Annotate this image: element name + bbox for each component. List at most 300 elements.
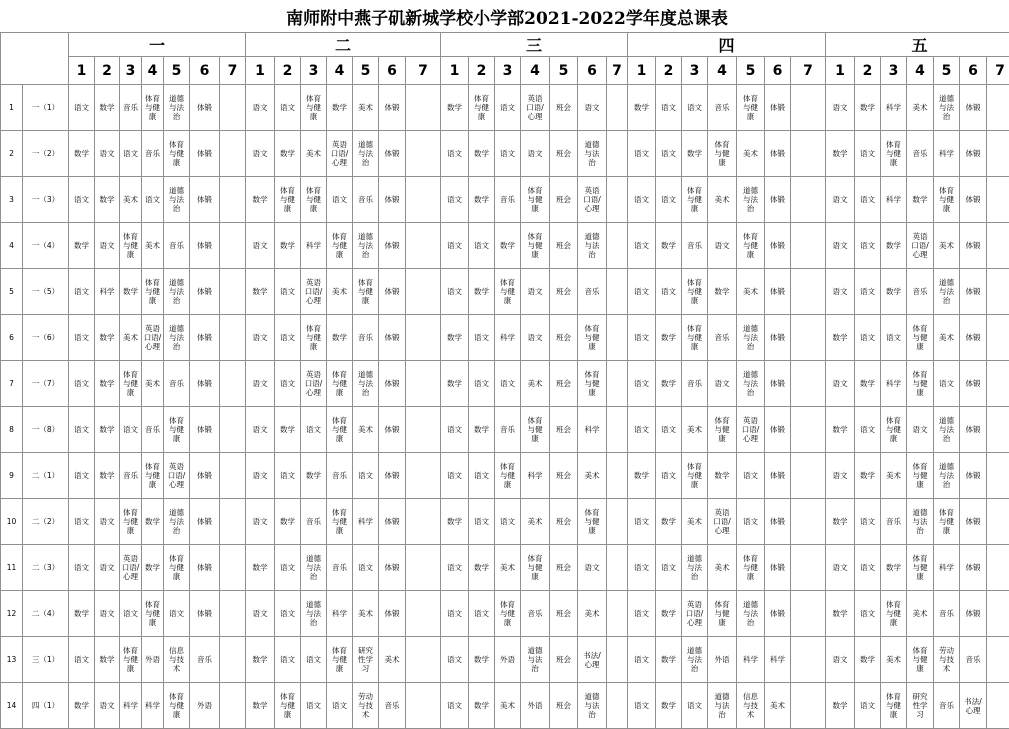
subject-cell[interactable] bbox=[327, 683, 353, 729]
subject-cell[interactable] bbox=[190, 407, 220, 453]
subject-cell[interactable] bbox=[960, 131, 987, 177]
period-header[interactable]: 3 bbox=[301, 57, 327, 85]
subject-cell[interactable] bbox=[934, 683, 960, 729]
subject-cell[interactable] bbox=[550, 545, 578, 591]
subject-cell[interactable] bbox=[737, 453, 765, 499]
subject-cell[interactable] bbox=[164, 453, 190, 499]
subject-cell[interactable] bbox=[441, 453, 469, 499]
period-header[interactable]: 1 bbox=[246, 57, 275, 85]
subject-cell[interactable] bbox=[656, 315, 682, 361]
subject-cell[interactable] bbox=[69, 269, 95, 315]
subject-cell[interactable] bbox=[855, 223, 881, 269]
subject-cell[interactable] bbox=[275, 223, 301, 269]
subject-cell[interactable] bbox=[353, 683, 379, 729]
subject-cell[interactable] bbox=[521, 591, 550, 637]
subject-cell[interactable] bbox=[881, 407, 907, 453]
subject-cell[interactable] bbox=[379, 637, 406, 683]
period-header[interactable]: 2 bbox=[275, 57, 301, 85]
subject-cell[interactable] bbox=[95, 85, 120, 131]
subject-cell[interactable] bbox=[246, 269, 275, 315]
subject-cell[interactable] bbox=[987, 407, 1009, 453]
subject-cell[interactable] bbox=[628, 683, 656, 729]
subject-cell[interactable] bbox=[69, 85, 95, 131]
subject-cell[interactable] bbox=[765, 177, 791, 223]
subject-cell[interactable] bbox=[164, 315, 190, 361]
subject-cell[interactable] bbox=[495, 131, 521, 177]
subject-cell[interactable] bbox=[495, 177, 521, 223]
subject-cell[interactable] bbox=[95, 683, 120, 729]
subject-cell[interactable] bbox=[327, 591, 353, 637]
subject-cell[interactable] bbox=[521, 361, 550, 407]
period-header[interactable]: 6 bbox=[190, 57, 220, 85]
subject-cell[interactable] bbox=[95, 315, 120, 361]
subject-cell[interactable] bbox=[826, 361, 855, 407]
subject-cell[interactable] bbox=[737, 683, 765, 729]
subject-cell[interactable] bbox=[521, 637, 550, 683]
subject-cell[interactable] bbox=[656, 269, 682, 315]
subject-cell[interactable] bbox=[469, 591, 495, 637]
subject-cell[interactable] bbox=[855, 85, 881, 131]
subject-cell[interactable] bbox=[275, 315, 301, 361]
subject-cell[interactable] bbox=[765, 407, 791, 453]
subject-cell[interactable] bbox=[987, 683, 1009, 729]
subject-cell[interactable] bbox=[907, 361, 934, 407]
corner-cell[interactable] bbox=[1, 33, 69, 85]
subject-cell[interactable] bbox=[220, 361, 246, 407]
subject-cell[interactable] bbox=[69, 591, 95, 637]
subject-cell[interactable] bbox=[960, 177, 987, 223]
subject-cell[interactable] bbox=[682, 223, 708, 269]
subject-cell[interactable] bbox=[246, 361, 275, 407]
subject-cell[interactable] bbox=[120, 591, 142, 637]
subject-cell[interactable] bbox=[826, 269, 855, 315]
subject-cell[interactable] bbox=[441, 315, 469, 361]
subject-cell[interactable] bbox=[120, 499, 142, 545]
day-header[interactable]: 四 bbox=[628, 33, 826, 57]
subject-cell[interactable] bbox=[550, 315, 578, 361]
subject-cell[interactable] bbox=[826, 315, 855, 361]
period-header[interactable]: 6 bbox=[379, 57, 406, 85]
subject-cell[interactable] bbox=[164, 545, 190, 591]
subject-cell[interactable] bbox=[164, 223, 190, 269]
subject-cell[interactable] bbox=[495, 545, 521, 591]
subject-cell[interactable] bbox=[934, 591, 960, 637]
subject-cell[interactable] bbox=[765, 591, 791, 637]
subject-cell[interactable] bbox=[406, 177, 441, 223]
subject-cell[interactable] bbox=[737, 637, 765, 683]
period-header[interactable]: 4 bbox=[327, 57, 353, 85]
subject-cell[interactable] bbox=[95, 361, 120, 407]
subject-cell[interactable] bbox=[246, 407, 275, 453]
subject-cell[interactable] bbox=[934, 85, 960, 131]
subject-cell[interactable] bbox=[327, 453, 353, 499]
subject-cell[interactable] bbox=[855, 591, 881, 637]
subject-cell[interactable] bbox=[826, 545, 855, 591]
subject-cell[interactable] bbox=[95, 223, 120, 269]
subject-cell[interactable] bbox=[765, 499, 791, 545]
subject-cell[interactable] bbox=[881, 499, 907, 545]
subject-cell[interactable] bbox=[441, 85, 469, 131]
subject-cell[interactable] bbox=[737, 499, 765, 545]
subject-cell[interactable] bbox=[406, 591, 441, 637]
subject-cell[interactable] bbox=[164, 85, 190, 131]
subject-cell[interactable] bbox=[607, 591, 628, 637]
period-header[interactable]: 3 bbox=[120, 57, 142, 85]
subject-cell[interactable] bbox=[682, 269, 708, 315]
subject-cell[interactable] bbox=[708, 637, 737, 683]
class-name-cell[interactable]: 一（7） bbox=[23, 361, 69, 407]
subject-cell[interactable] bbox=[550, 361, 578, 407]
subject-cell[interactable] bbox=[791, 499, 826, 545]
subject-cell[interactable] bbox=[826, 223, 855, 269]
class-name-cell[interactable]: 四（1） bbox=[23, 683, 69, 729]
subject-cell[interactable] bbox=[441, 361, 469, 407]
subject-cell[interactable] bbox=[69, 637, 95, 683]
period-header[interactable]: 7 bbox=[406, 57, 441, 85]
subject-cell[interactable] bbox=[708, 361, 737, 407]
subject-cell[interactable] bbox=[142, 683, 164, 729]
subject-cell[interactable] bbox=[737, 315, 765, 361]
subject-cell[interactable] bbox=[95, 407, 120, 453]
row-index-cell[interactable]: 7 bbox=[1, 361, 23, 407]
subject-cell[interactable] bbox=[301, 223, 327, 269]
subject-cell[interactable] bbox=[469, 223, 495, 269]
subject-cell[interactable] bbox=[737, 177, 765, 223]
subject-cell[interactable] bbox=[960, 545, 987, 591]
subject-cell[interactable] bbox=[521, 131, 550, 177]
subject-cell[interactable] bbox=[469, 269, 495, 315]
subject-cell[interactable] bbox=[190, 499, 220, 545]
subject-cell[interactable] bbox=[708, 499, 737, 545]
subject-cell[interactable] bbox=[607, 85, 628, 131]
subject-cell[interactable] bbox=[521, 269, 550, 315]
subject-cell[interactable] bbox=[765, 315, 791, 361]
subject-cell[interactable] bbox=[495, 269, 521, 315]
subject-cell[interactable] bbox=[682, 315, 708, 361]
period-header[interactable]: 5 bbox=[353, 57, 379, 85]
subject-cell[interactable] bbox=[708, 177, 737, 223]
period-header[interactable]: 7 bbox=[220, 57, 246, 85]
subject-cell[interactable] bbox=[708, 683, 737, 729]
period-header[interactable]: 4 bbox=[521, 57, 550, 85]
subject-cell[interactable] bbox=[607, 177, 628, 223]
subject-cell[interactable] bbox=[495, 683, 521, 729]
subject-cell[interactable] bbox=[353, 177, 379, 223]
subject-cell[interactable] bbox=[607, 131, 628, 177]
subject-cell[interactable] bbox=[469, 177, 495, 223]
subject-cell[interactable] bbox=[301, 407, 327, 453]
subject-cell[interactable] bbox=[578, 315, 607, 361]
subject-cell[interactable] bbox=[69, 683, 95, 729]
subject-cell[interactable] bbox=[190, 453, 220, 499]
subject-cell[interactable] bbox=[765, 131, 791, 177]
subject-cell[interactable] bbox=[120, 545, 142, 591]
class-name-cell[interactable]: 二（4） bbox=[23, 591, 69, 637]
subject-cell[interactable] bbox=[120, 177, 142, 223]
row-index-cell[interactable]: 1 bbox=[1, 85, 23, 131]
period-header[interactable]: 2 bbox=[855, 57, 881, 85]
subject-cell[interactable] bbox=[765, 545, 791, 591]
subject-cell[interactable] bbox=[246, 499, 275, 545]
class-name-cell[interactable]: 一（1） bbox=[23, 85, 69, 131]
subject-cell[interactable] bbox=[327, 545, 353, 591]
subject-cell[interactable] bbox=[142, 177, 164, 223]
subject-cell[interactable] bbox=[987, 131, 1009, 177]
subject-cell[interactable] bbox=[406, 683, 441, 729]
subject-cell[interactable] bbox=[628, 453, 656, 499]
subject-cell[interactable] bbox=[791, 315, 826, 361]
subject-cell[interactable] bbox=[881, 453, 907, 499]
subject-cell[interactable] bbox=[960, 223, 987, 269]
subject-cell[interactable] bbox=[69, 315, 95, 361]
subject-cell[interactable] bbox=[521, 453, 550, 499]
subject-cell[interactable] bbox=[164, 683, 190, 729]
subject-cell[interactable] bbox=[960, 85, 987, 131]
subject-cell[interactable] bbox=[765, 361, 791, 407]
subject-cell[interactable] bbox=[987, 545, 1009, 591]
subject-cell[interactable] bbox=[95, 499, 120, 545]
subject-cell[interactable] bbox=[220, 85, 246, 131]
subject-cell[interactable] bbox=[737, 223, 765, 269]
subject-cell[interactable] bbox=[379, 269, 406, 315]
subject-cell[interactable] bbox=[578, 361, 607, 407]
subject-cell[interactable] bbox=[190, 177, 220, 223]
subject-cell[interactable] bbox=[708, 223, 737, 269]
subject-cell[interactable] bbox=[765, 85, 791, 131]
subject-cell[interactable] bbox=[441, 637, 469, 683]
subject-cell[interactable] bbox=[164, 269, 190, 315]
subject-cell[interactable] bbox=[791, 545, 826, 591]
subject-cell[interactable] bbox=[578, 177, 607, 223]
subject-cell[interactable] bbox=[495, 407, 521, 453]
subject-cell[interactable] bbox=[495, 453, 521, 499]
subject-cell[interactable] bbox=[826, 637, 855, 683]
subject-cell[interactable] bbox=[301, 85, 327, 131]
subject-cell[interactable] bbox=[353, 223, 379, 269]
subject-cell[interactable] bbox=[142, 85, 164, 131]
subject-cell[interactable] bbox=[441, 499, 469, 545]
subject-cell[interactable] bbox=[682, 85, 708, 131]
subject-cell[interactable] bbox=[791, 223, 826, 269]
period-header[interactable]: 4 bbox=[142, 57, 164, 85]
subject-cell[interactable] bbox=[379, 131, 406, 177]
subject-cell[interactable] bbox=[521, 315, 550, 361]
subject-cell[interactable] bbox=[960, 269, 987, 315]
subject-cell[interactable] bbox=[934, 223, 960, 269]
subject-cell[interactable] bbox=[987, 637, 1009, 683]
subject-cell[interactable] bbox=[406, 315, 441, 361]
subject-cell[interactable] bbox=[881, 85, 907, 131]
subject-cell[interactable] bbox=[164, 131, 190, 177]
subject-cell[interactable] bbox=[987, 177, 1009, 223]
row-index-cell[interactable]: 6 bbox=[1, 315, 23, 361]
subject-cell[interactable] bbox=[855, 269, 881, 315]
subject-cell[interactable] bbox=[327, 85, 353, 131]
subject-cell[interactable] bbox=[120, 361, 142, 407]
subject-cell[interactable] bbox=[607, 637, 628, 683]
subject-cell[interactable] bbox=[495, 315, 521, 361]
subject-cell[interactable] bbox=[142, 361, 164, 407]
subject-cell[interactable] bbox=[190, 637, 220, 683]
subject-cell[interactable] bbox=[379, 453, 406, 499]
subject-cell[interactable] bbox=[791, 683, 826, 729]
period-header[interactable]: 5 bbox=[550, 57, 578, 85]
subject-cell[interactable] bbox=[881, 131, 907, 177]
subject-cell[interactable] bbox=[907, 177, 934, 223]
row-index-cell[interactable]: 2 bbox=[1, 131, 23, 177]
subject-cell[interactable] bbox=[246, 545, 275, 591]
subject-cell[interactable] bbox=[960, 591, 987, 637]
class-name-cell[interactable]: 二（1） bbox=[23, 453, 69, 499]
subject-cell[interactable] bbox=[656, 85, 682, 131]
subject-cell[interactable] bbox=[682, 407, 708, 453]
subject-cell[interactable] bbox=[353, 591, 379, 637]
subject-cell[interactable] bbox=[656, 683, 682, 729]
subject-cell[interactable] bbox=[190, 315, 220, 361]
subject-cell[interactable] bbox=[987, 269, 1009, 315]
period-header[interactable]: 4 bbox=[907, 57, 934, 85]
subject-cell[interactable] bbox=[406, 545, 441, 591]
subject-cell[interactable] bbox=[791, 637, 826, 683]
subject-cell[interactable] bbox=[907, 453, 934, 499]
subject-cell[interactable] bbox=[550, 407, 578, 453]
subject-cell[interactable] bbox=[220, 269, 246, 315]
subject-cell[interactable] bbox=[246, 177, 275, 223]
subject-cell[interactable] bbox=[441, 131, 469, 177]
class-name-cell[interactable]: 一（2） bbox=[23, 131, 69, 177]
subject-cell[interactable] bbox=[628, 361, 656, 407]
subject-cell[interactable] bbox=[142, 637, 164, 683]
subject-cell[interactable] bbox=[406, 361, 441, 407]
period-header[interactable]: 1 bbox=[826, 57, 855, 85]
subject-cell[interactable] bbox=[826, 591, 855, 637]
subject-cell[interactable] bbox=[881, 361, 907, 407]
subject-cell[interactable] bbox=[578, 407, 607, 453]
subject-cell[interactable] bbox=[142, 453, 164, 499]
subject-cell[interactable] bbox=[469, 85, 495, 131]
subject-cell[interactable] bbox=[495, 499, 521, 545]
subject-cell[interactable] bbox=[406, 499, 441, 545]
subject-cell[interactable] bbox=[190, 223, 220, 269]
subject-cell[interactable] bbox=[855, 499, 881, 545]
subject-cell[interactable] bbox=[521, 545, 550, 591]
subject-cell[interactable] bbox=[607, 407, 628, 453]
class-name-cell[interactable]: 一（6） bbox=[23, 315, 69, 361]
subject-cell[interactable] bbox=[353, 85, 379, 131]
subject-cell[interactable] bbox=[550, 591, 578, 637]
subject-cell[interactable] bbox=[353, 637, 379, 683]
period-header[interactable]: 1 bbox=[441, 57, 469, 85]
subject-cell[interactable] bbox=[656, 591, 682, 637]
subject-cell[interactable] bbox=[142, 545, 164, 591]
subject-cell[interactable] bbox=[934, 177, 960, 223]
subject-cell[interactable] bbox=[521, 683, 550, 729]
subject-cell[interactable] bbox=[95, 131, 120, 177]
subject-cell[interactable] bbox=[220, 453, 246, 499]
subject-cell[interactable] bbox=[164, 499, 190, 545]
subject-cell[interactable] bbox=[379, 177, 406, 223]
subject-cell[interactable] bbox=[406, 269, 441, 315]
subject-cell[interactable] bbox=[934, 131, 960, 177]
subject-cell[interactable] bbox=[960, 453, 987, 499]
class-name-cell[interactable]: 三（1） bbox=[23, 637, 69, 683]
subject-cell[interactable] bbox=[907, 637, 934, 683]
subject-cell[interactable] bbox=[327, 499, 353, 545]
subject-cell[interactable] bbox=[656, 545, 682, 591]
subject-cell[interactable] bbox=[327, 637, 353, 683]
subject-cell[interactable] bbox=[907, 683, 934, 729]
subject-cell[interactable] bbox=[379, 361, 406, 407]
subject-cell[interactable] bbox=[275, 453, 301, 499]
subject-cell[interactable] bbox=[495, 85, 521, 131]
subject-cell[interactable] bbox=[275, 683, 301, 729]
subject-cell[interactable] bbox=[578, 591, 607, 637]
subject-cell[interactable] bbox=[275, 591, 301, 637]
subject-cell[interactable] bbox=[164, 361, 190, 407]
subject-cell[interactable] bbox=[881, 269, 907, 315]
subject-cell[interactable] bbox=[327, 177, 353, 223]
subject-cell[interactable] bbox=[95, 637, 120, 683]
subject-cell[interactable] bbox=[960, 683, 987, 729]
subject-cell[interactable] bbox=[120, 453, 142, 499]
subject-cell[interactable] bbox=[960, 361, 987, 407]
subject-cell[interactable] bbox=[578, 683, 607, 729]
subject-cell[interactable] bbox=[550, 499, 578, 545]
subject-cell[interactable] bbox=[656, 223, 682, 269]
subject-cell[interactable] bbox=[960, 407, 987, 453]
subject-cell[interactable] bbox=[469, 407, 495, 453]
subject-cell[interactable] bbox=[379, 499, 406, 545]
period-header[interactable]: 1 bbox=[69, 57, 95, 85]
subject-cell[interactable] bbox=[682, 361, 708, 407]
subject-cell[interactable] bbox=[765, 269, 791, 315]
subject-cell[interactable] bbox=[907, 315, 934, 361]
subject-cell[interactable] bbox=[69, 545, 95, 591]
subject-cell[interactable] bbox=[301, 131, 327, 177]
subject-cell[interactable] bbox=[120, 315, 142, 361]
subject-cell[interactable] bbox=[628, 637, 656, 683]
subject-cell[interactable] bbox=[682, 637, 708, 683]
subject-cell[interactable] bbox=[987, 85, 1009, 131]
subject-cell[interactable] bbox=[246, 591, 275, 637]
subject-cell[interactable] bbox=[550, 683, 578, 729]
subject-cell[interactable] bbox=[628, 545, 656, 591]
subject-cell[interactable] bbox=[737, 361, 765, 407]
class-name-cell[interactable]: 二（3） bbox=[23, 545, 69, 591]
subject-cell[interactable] bbox=[826, 407, 855, 453]
subject-cell[interactable] bbox=[826, 683, 855, 729]
subject-cell[interactable] bbox=[682, 591, 708, 637]
subject-cell[interactable] bbox=[246, 453, 275, 499]
row-index-cell[interactable]: 11 bbox=[1, 545, 23, 591]
subject-cell[interactable] bbox=[934, 315, 960, 361]
subject-cell[interactable] bbox=[69, 223, 95, 269]
day-header[interactable]: 五 bbox=[826, 33, 1009, 57]
subject-cell[interactable] bbox=[190, 269, 220, 315]
subject-cell[interactable] bbox=[960, 637, 987, 683]
subject-cell[interactable] bbox=[469, 637, 495, 683]
subject-cell[interactable] bbox=[69, 131, 95, 177]
subject-cell[interactable] bbox=[521, 499, 550, 545]
subject-cell[interactable] bbox=[69, 407, 95, 453]
row-index-cell[interactable]: 12 bbox=[1, 591, 23, 637]
row-index-cell[interactable]: 10 bbox=[1, 499, 23, 545]
subject-cell[interactable] bbox=[406, 85, 441, 131]
subject-cell[interactable] bbox=[301, 361, 327, 407]
subject-cell[interactable] bbox=[120, 131, 142, 177]
subject-cell[interactable] bbox=[469, 131, 495, 177]
subject-cell[interactable] bbox=[628, 223, 656, 269]
